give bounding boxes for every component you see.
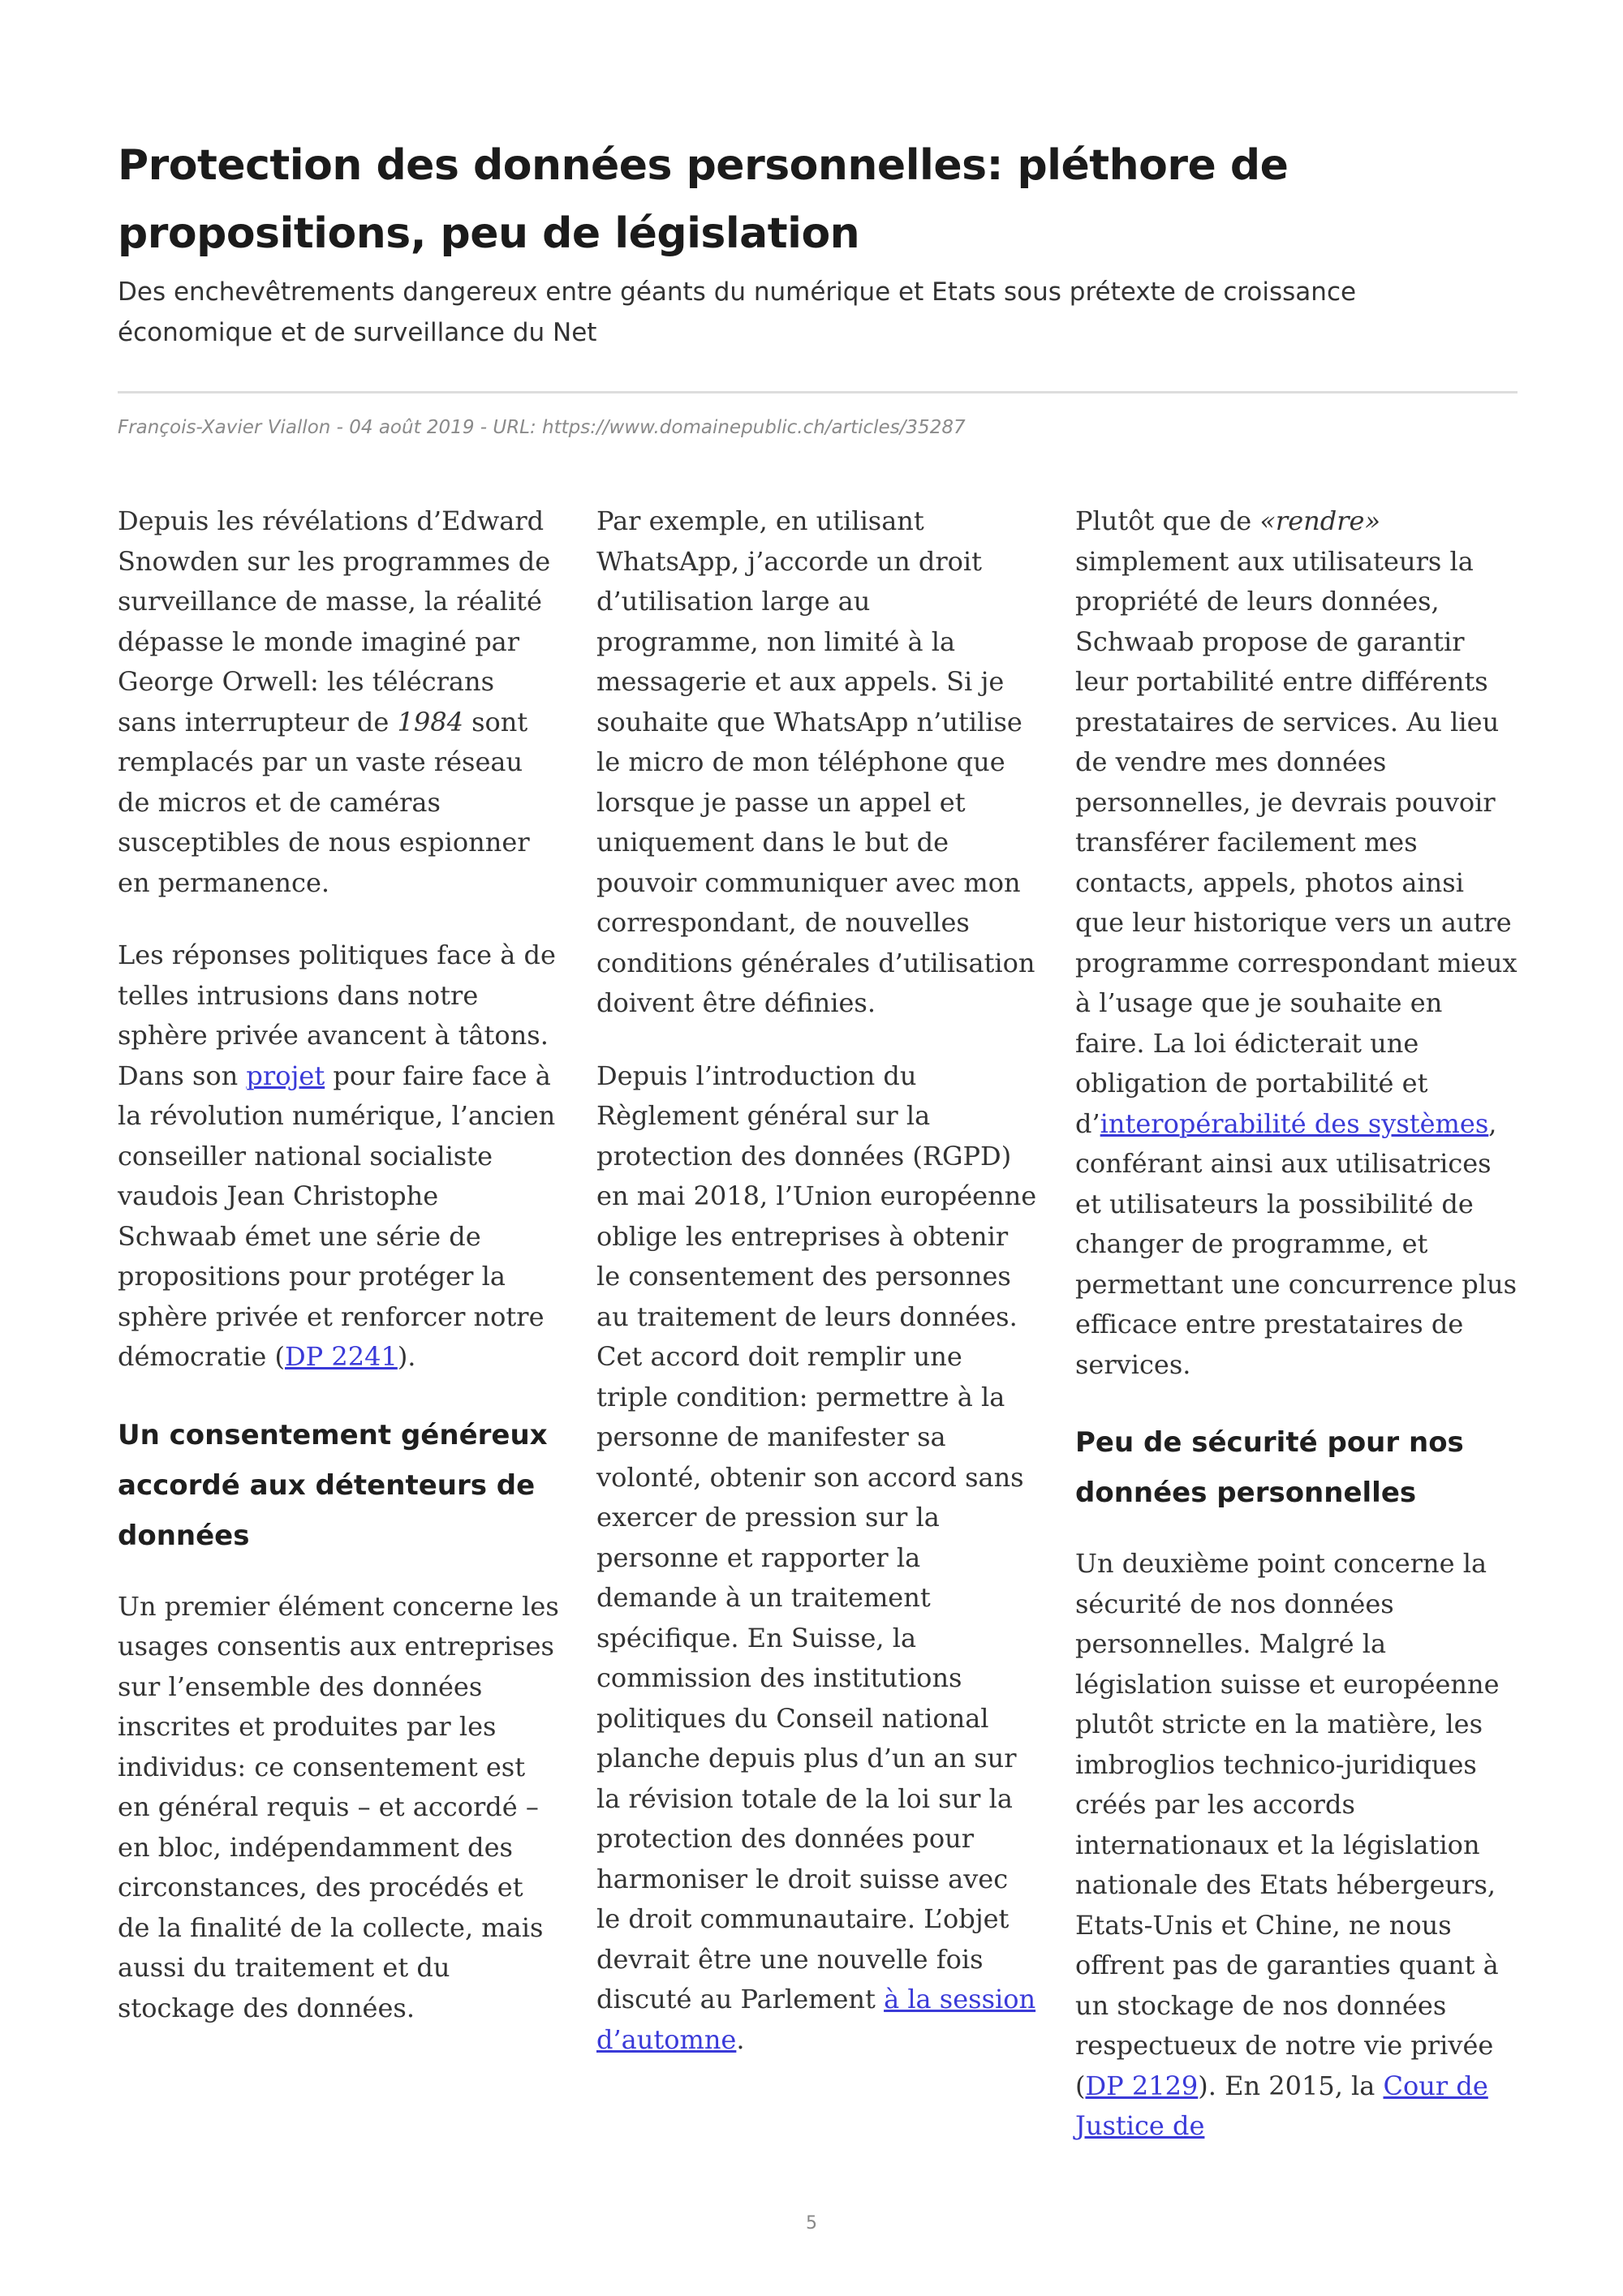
paragraph	[118, 1587, 560, 2029]
paragraph	[1075, 501, 1518, 1385]
paragraph-text: Par exemple, en utilisant WhatsApp, j’accorde un droit d’utilisation large au programme, non limité à la messagerie et aux appels. Si je souhaite que WhatsApp n’utilise le micro de mon téléphone que lorsque je passe un appel et uniquement dans le but de pouvoir communiquer avec mon correspondant, de nouvelles conditions générales d’utilisation doivent être définies.	[596, 505, 1035, 1018]
paragraph-text: Les réponses politiques face à de telles intrusions dans notre sphère privée avancent à tâtons. Dans son	[118, 939, 556, 1091]
interoperabilite-link[interactable]: interopérabilité des systèmes	[1100, 1107, 1489, 1139]
emphasis-text: «rendre»	[1259, 505, 1381, 536]
session-automne-link[interactable]: à la session d’automne	[596, 1984, 1036, 2055]
paragraph-text: simplement aux utilisateurs la propriété de leurs données, Schwaab propose de garantir leur portabilité entre différents prestataires de services. Au lieu de vendre mes données personnelles, je devrais pouvoir transférer facilement mes contacts, appels, photos ainsi que leur historique vers un autre programme correspondant mieux à l’usage que je souhaite en faire. La loi édicterait une obligation de portabilité et d’	[1075, 545, 1518, 1139]
dp-2241-link[interactable]: DP 2241	[285, 1341, 398, 1372]
page-number: 5	[806, 2213, 817, 2234]
paragraph-text: ).	[397, 1341, 416, 1372]
header-divider	[118, 391, 1518, 393]
paragraph-text: Depuis l’introduction du Règlement général sur la protection des données (RGPD) en mai 2018, l’Union européenne oblige les entreprises à obtenir le consentement des personnes au traitement de leurs données. Cet accord doit remplir une triple condition: permettre à la personne de manifester sa volonté, obtenir son accord sans exercer de pression sur la personne et rapporter la demande à un traitement spécifique. En Suisse, la commission des institutions politiques du Conseil national planche depuis plus d’un an sur la révision totale de la loi sur la protection des données pour harmoniser le droit suisse avec le droit communautaire. L’objet devrait être une nouvelle fois discuté au Parlement	[596, 1060, 1037, 2014]
section-heading: Peu de sécurité pour nos données personnelles	[1075, 1426, 1464, 1509]
section-heading: Un consentement généreux accordé aux détenteurs de données	[118, 1418, 548, 1552]
paragraph-text: ). En 2015, la	[1198, 2070, 1384, 2101]
paragraph-text: .	[736, 2023, 745, 2055]
text-column-2	[596, 501, 1039, 2092]
paragraph-text: Un deuxième point concerne la sécurité de nos données personnelles. Malgré la législation suisse et européenne plutôt stricte en la matière, les imbroglios technico-juridiques créés par les accords internationaux et la législation nationale des Etats hébergeurs, Etats-Unis et Chine, ne nous offrent pas de garanties quant à un stockage de nos données respectueux de notre vie privée (	[1075, 1548, 1500, 2101]
projet-link[interactable]: projet	[246, 1060, 325, 1091]
emphasis-text: 1984	[397, 706, 463, 737]
article-title: Protection des données personnelles: pléthore de propositions, peu de législation	[118, 141, 1289, 258]
paragraph-text: Depuis les révélations d’Edward Snowden sur les programmes de surveillance de masse, la réalité dépasse le monde imaginé par George Orwell: les télécrans sans interrupteur de	[118, 505, 551, 737]
paragraph	[118, 501, 560, 903]
paragraph	[596, 1056, 1039, 2061]
paragraph-text: Un premier élément concerne les usages consentis aux entreprises sur l’ensemble des données inscrites et produites par les individus: ce consentement est en général requis – et accordé – en bloc, indépendamment des circonstances, des procédés et de la finalité de la collecte, mais aussi du traitement et du stockage des données.	[118, 1590, 559, 2023]
paragraph-text: sont remplacés par un vaste réseau de micros et de caméras susceptibles de nous espionner en permanence.	[118, 706, 530, 898]
paragraph	[118, 935, 560, 1378]
article-subtitle: Des enchevêtrements dangereux entre géants du numérique et Etats sous prétexte de croissance économique et de surveillance du Net	[118, 277, 1357, 347]
paragraph	[596, 501, 1039, 1024]
article-byline: François-Xavier Viallon - 04 août 2019 - URL: https://www.domainepublic.ch/articles/35287	[118, 417, 966, 438]
paragraph-text: Plutôt que de	[1075, 505, 1260, 536]
paragraph-text: , conférant ainsi aux utilisatrices et utilisateurs la possibilité de changer de programme, et permettant une concurrence plus efficace entre prestataires de services.	[1075, 1107, 1518, 1380]
paragraph-text: pour faire face à la révolution numérique, l’ancien conseiller national socialiste vaudois Jean Christophe Schwaab émet une série de propositions pour protéger la sphère privée et renforcer notre démocratie (	[118, 1060, 556, 1372]
text-column-3	[1075, 501, 1518, 2179]
text-column-1	[118, 501, 560, 2061]
dp-2129-link[interactable]: DP 2129	[1085, 2070, 1199, 2101]
cour-de-justice-link[interactable]: Cour de Justice de	[1075, 2070, 1488, 2141]
paragraph	[1075, 1544, 1518, 2147]
